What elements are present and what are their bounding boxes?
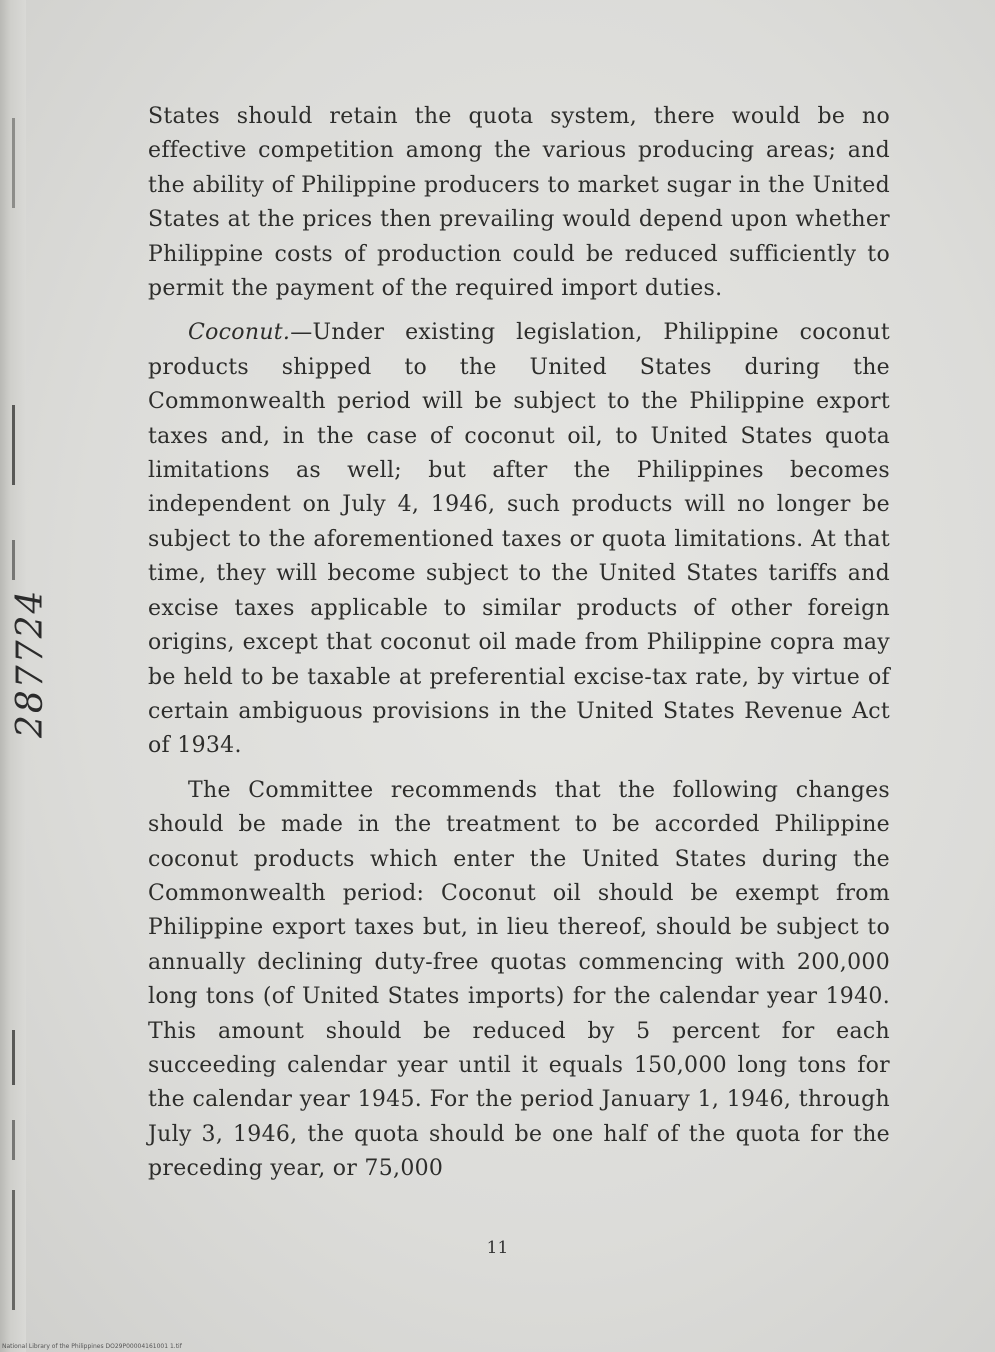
scan-footer-credit: National Library of the Philippines DO29P00004161001 1.tif [2, 1343, 182, 1350]
body-text [148, 100, 890, 1187]
paragraph-text: —Under existing legislation, Philippine coconut products shipped to the United States during the Commonwealth period will be subject to the Philippine export taxes and, in the case of coconut oil, to United States quota limitations as well; but after the Philippines becomes independent on July 4, 1946, such products will no longer be subject to the aforementioned taxes or quota limitations. At that time, they will become subject to the United States tariffs and excise taxes applicable to similar products of other foreign origins, except that coconut oil made from Philippine copra may be held to be taxable at preferential excise-tax rate, by virtue of certain ambiguous provisions in the United States Revenue Act of 1934. [148, 320, 890, 759]
binding-thread [12, 1120, 15, 1160]
paragraph-text: The Committee recommends that the following changes should be made in the treatment to be accorded Philippine coconut products which enter the United States during the Commonwealth period: Coconut oil should be exempt from Philippine export taxes but, in lieu thereof, should be subject to annually declining duty-free quotas commencing with 200,000 long tons (of United States imports) for the calendar year 1940. This amount should be reduced by 5 percent for each succeeding calendar year until it equals 150,000 long tons for the calendar year 1945. For the period January 1, 1946, through July 3, 1946, the quota should be one half of the quota for the preceding year, or 75,000 [148, 777, 890, 1182]
binding-thread [12, 405, 15, 485]
binding-thread [12, 118, 15, 208]
paragraph-sugar-continuation [148, 100, 890, 306]
paragraph-committee-recommendation [148, 774, 890, 1187]
binding-thread [12, 1030, 15, 1085]
paragraph-lead-heading: Coconut. [188, 320, 291, 346]
margin-handwritten-number: 287724 [10, 588, 51, 738]
paragraph-text: States should retain the quota system, there would be no effective competition among the various producing areas; and the ability of Philippine producers to market sugar in the United States at the prices then prevailing would depend upon whether Philippine costs of production could be reduced sufficiently to permit the payment of the required import duties. [148, 104, 890, 302]
paragraph-coconut [148, 316, 890, 763]
page-number: 11 [486, 1238, 509, 1258]
binding-thread [12, 540, 15, 580]
